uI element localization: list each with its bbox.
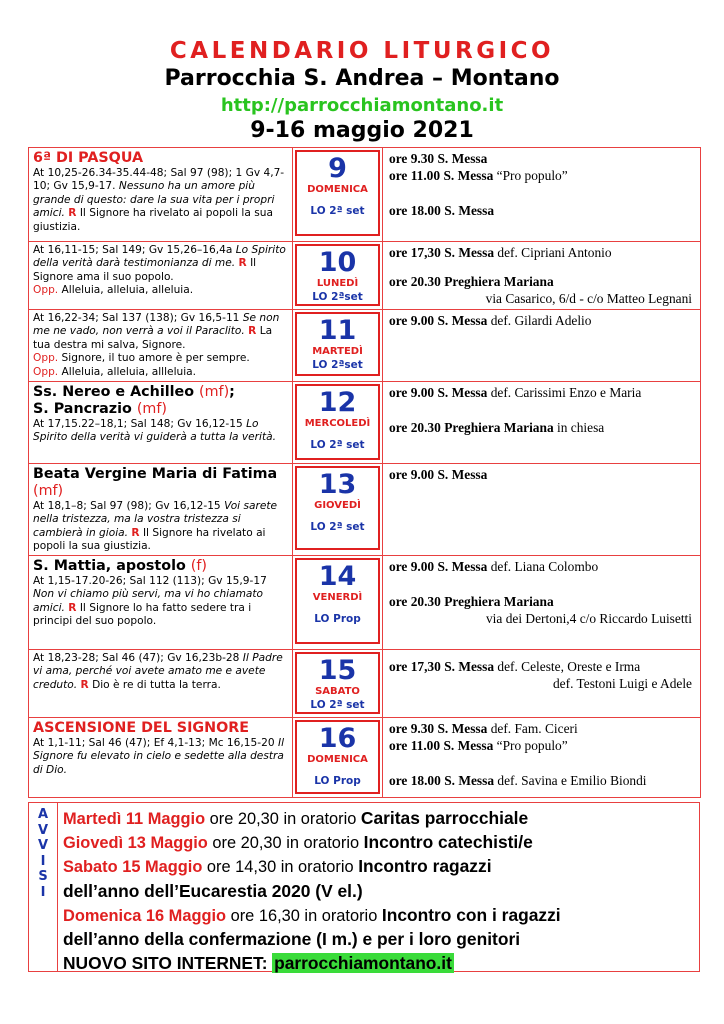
events-cell [383,242,701,310]
celebration-title-line [33,720,288,737]
event-note: def. Liana Colombo [490,559,599,574]
readings-block [33,418,288,445]
response-label: R [248,325,257,338]
page-title: CALENDARIO LITURGICO [169,38,555,64]
alt-response [33,366,288,379]
event-title: S. Messa [437,385,488,400]
liturgy-cell [29,556,293,650]
event-location: via Casarico, 6/d - c/o Matteo Legnani [485,291,692,306]
event-location: via dei Dertoni,4 c/o Riccardo Luisetti [485,611,692,626]
psalm-response: La tua destra mi salva, Signore. [33,325,273,351]
celebration-title: Beata Vergine Maria di Fatima [33,466,278,482]
readings: At 17,15.22–18,1; Sal 148; Gv 16,12-15 [33,418,243,430]
event-time: ore 18.00 [389,773,441,788]
readings: At 16,22-34; Sal 137 (138); Gv 16,5-11 [33,312,240,324]
day-number: 9 [328,153,347,184]
day-row [29,464,701,556]
celebration-rank: (f) [190,558,207,574]
announcement-item [63,904,697,928]
event-title: S. Messa [444,245,495,260]
weekday-name: LUNEDÌ [316,278,359,289]
date-range: 9-16 maggio 2021 [250,118,474,143]
gospel-quote: Lo Spirito della verità vi guiderà a tutta la verità. [33,418,276,444]
celebration-title-line [33,150,288,167]
day-number: 16 [318,723,357,754]
announcement-continuation [63,928,697,952]
side-letter: S [38,869,48,884]
event-time-title [389,385,487,400]
event-line [389,273,696,290]
day-row [29,650,701,718]
event-line [389,167,696,184]
event-time: ore 9.00 [389,467,435,482]
day-row [29,242,701,310]
readings-block [33,312,288,352]
readings: At 18,1–8; Sal 97 (98); Gv 16,12-15 [33,500,221,512]
gospel-quote: Nessuno ha un amore più grande di questo: dare la sua vita per i propri amici. [33,180,275,220]
event-time: ore 9.00 [389,385,435,400]
announcement-item [63,855,697,879]
announcement-event: Incontro ragazzi [358,856,492,877]
day-box [295,720,380,794]
event-line [389,244,696,261]
event-time: ore 9.00 [389,313,435,328]
celebration-rank: (mf) [199,384,230,400]
alt-response [33,352,288,365]
event-title: S. Messa [443,168,494,183]
event-title: Preghiera Mariana [444,594,554,609]
readings-block [33,737,288,777]
event-line [389,202,696,219]
event-time-title [389,203,494,218]
psalm-response: Il Signore ama il suo popolo. [33,257,257,283]
event-time: ore 11.00 [389,168,441,183]
day-box [295,558,380,644]
side-letter: V [37,838,49,853]
celebration-title-line: Ss. Nereo e Achilleo (mf); [33,384,235,400]
readings: At 1,15-17.20-26; Sal 112 (113); Gv 15,9-17 [33,575,267,587]
event-time: ore 20.30 [389,274,441,289]
day-row [29,556,701,650]
event-note: “Pro populo” [496,168,568,183]
event-note: def. Savina e Emilio Biondi [497,773,647,788]
readings-block [33,500,288,554]
event-time-title [389,594,554,609]
event-time-title [389,245,494,260]
event-title: Preghiera Mariana [444,274,554,289]
events-cell [383,718,701,798]
events-cell [383,650,701,718]
event-time-title [389,659,494,674]
announcement-date: Giovedì 13 Maggio [63,834,208,853]
liturgy-hours-week: LO 2ª set [310,439,365,451]
side-letter: I [40,853,46,869]
announcement-event-cont: dell’anno della confermazione (I m.) e per i loro genitori [63,929,521,950]
announcement-date: Martedì 11 Maggio [63,810,206,828]
liturgy-hours-week: LO 2ª set [310,699,365,711]
event-note: def. Cipriani Antonio [497,245,612,260]
day-row [29,310,701,382]
event-title: S. Messa [444,659,495,674]
event-title: S. Messa [437,559,488,574]
side-letter: A [37,807,49,822]
readings-block [33,652,288,692]
day-box [295,244,380,306]
event-note: def. Fam. Ciceri [490,721,578,736]
event-title: S. Messa [444,203,495,218]
weekday-name: DOMENICA [307,754,368,765]
event-time-title [389,274,554,289]
response-label: R [68,207,77,220]
celebration-title: ASCENSIONE DEL SIGNORE [33,720,250,736]
day-cell [293,650,383,718]
announcement-event-cont: dell’anno dell’Eucarestia 2020 (V el.) [63,880,363,901]
day-box [295,150,380,236]
day-row [29,718,701,798]
celebration-title-line [33,466,288,500]
day-number: 10 [318,247,357,278]
readings-block [33,575,288,629]
alt-response-text: Alleluia, alleluia, allleluia. [61,365,197,378]
alt-response-label: Opp. [33,352,59,365]
day-cell [293,556,383,650]
event-note: in chiesa [557,420,605,435]
parish-name: Parrocchia S. Andrea – Montano [164,66,560,91]
day-cell [293,718,383,798]
events-cell [383,382,701,464]
event-note: def. Celeste, Oreste e Irma [497,659,641,674]
event-time: ore 18.00 [389,203,441,218]
alt-response-text: Signore, il tuo amore è per sempre. [61,352,250,365]
alt-response-label: Opp. [33,365,59,378]
alt-response [33,284,288,297]
event-title: S. Messa [437,721,488,736]
day-box [295,466,380,550]
day-number: 13 [318,469,357,500]
event-note: “Pro populo” [496,738,568,753]
day-number: 15 [318,655,357,686]
announcement-date: Sabato 15 Maggio [63,858,203,877]
day-cell [293,148,383,242]
response-label: R [68,601,77,614]
weekday-name: GIOVEDÌ [314,500,361,511]
events-cell [383,464,701,556]
liturgy-cell [29,718,293,798]
announcements-list [63,807,697,976]
liturgy-hours-week: LO 2ª set [310,205,365,217]
readings: At 1,1-11; Sal 46 (47); Ef 4,1-13; Mc 16,15-20 [33,737,275,749]
day-row [29,382,701,464]
announcement-hour: ore 14,30 in oratorio [206,858,354,877]
event-line [389,150,696,167]
gospel-quote: Voi sarete nella tristezza, ma la vostra tristezza si cambierà in gioia. [33,500,278,539]
event-line [389,419,696,436]
event-title: S. Messa [437,151,488,166]
liturgy-hours-week: LO 2ª set [310,521,365,533]
announcement-item [63,807,697,831]
liturgy-hours-week: LO Prop [314,775,361,787]
day-cell [293,464,383,556]
event-time-title [389,313,487,328]
readings: At 18,23-28; Sal 46 (47); Gv 16,23b-28 [33,652,240,664]
side-letter: I [40,884,46,900]
day-number: 11 [318,315,357,346]
event-time: ore 11.00 [389,738,441,753]
event-time: ore 9.00 [389,559,435,574]
day-box [295,312,380,376]
new-website-line [63,952,697,976]
event-time: ore 17,30 [389,245,441,260]
response-label: R [238,257,247,270]
gospel-quote: Lo Spirito della verità darà testimonianza di me. [33,244,286,270]
response-label: R [80,678,89,691]
psalm-response: Il Signore ha rivelato ai popoli la sua giustizia. [33,207,273,233]
new-website-label: NUOVO SITO INTERNET: [63,953,268,974]
day-cell [293,242,383,310]
celebration-title: S. Mattia, apostolo [33,558,186,574]
event-line [389,312,696,329]
liturgy-cell [29,148,293,242]
day-number: 14 [318,561,357,592]
day-cell [293,310,383,382]
event-time: ore 17,30 [389,659,441,674]
event-title: S. Messa [443,738,494,753]
announcement-continuation [63,880,697,904]
liturgical-calendar-table [28,147,701,798]
celebration-title-2: S. Pancrazio [33,401,132,417]
liturgy-cell [29,382,293,464]
event-line [389,384,696,401]
event-line [389,737,696,754]
event-location: def. Testoni Luigi e Adele [552,676,692,691]
celebration-title: Ss. Nereo e Achilleo [33,384,195,400]
announcement-hour: ore 16,30 in oratorio [230,906,378,925]
event-time-title [389,151,487,166]
readings-block [33,167,288,234]
gospel-quote: Se non me ne vado, non verrà a voi il Paraclito. [33,312,280,338]
events-cell [383,310,701,382]
event-time: ore 9.30 [389,721,435,736]
response-label: R [131,526,140,539]
event-time: ore 20.30 [389,420,441,435]
parish-website-link[interactable]: http://parrocchiamontano.it [220,95,504,116]
psalm-response: Il Signore ha rivelato ai popoli la sua giustizia. [33,526,266,553]
weekday-name: SABATO [315,686,360,697]
event-line [389,593,696,610]
readings-block [33,244,288,284]
announcement-event: Incontro con i ragazzi [381,904,561,925]
event-title: Preghiera Mariana [444,420,554,435]
event-note: def. Carissimi Enzo e Maria [490,385,642,400]
event-time: ore 9.30 [389,151,435,166]
announcement-hour: ore 20,30 in oratorio [209,810,357,828]
event-time-title [389,738,493,753]
psalm-response: Dio è re di tutta la terra. [92,678,221,691]
liturgy-hours-week: LO 2ªset [312,291,363,303]
celebration-title-line [33,401,288,418]
event-line [389,772,696,789]
celebration-rank-2: (mf) [136,401,167,417]
announcements-side-label [29,803,58,971]
liturgy-cell [29,242,293,310]
event-title: S. Messa [444,773,495,788]
liturgy-cell [29,650,293,718]
event-time-title [389,773,494,788]
day-box [295,384,380,460]
event-line [389,466,696,483]
liturgy-cell [29,310,293,382]
celebration-title-line [33,558,288,575]
gospel-quote: Il Signore fu elevato in cielo e sedette alla destra di Dio. [33,737,285,776]
alt-response-text: Alleluia, alleluia, alleluia. [61,284,194,297]
event-time: ore 20.30 [389,594,441,609]
event-time-title [389,467,487,482]
weekday-name: VENERDÌ [312,592,363,603]
events-cell [383,148,701,242]
liturgy-cell [29,464,293,556]
celebration-title: 6ª DI PASQUA [33,150,144,166]
alt-response-label: Opp. [33,284,59,297]
event-line [389,720,696,737]
celebration-rank: (mf) [33,483,64,499]
event-title: S. Messa [437,313,488,328]
new-website-link[interactable]: parrocchiamontano.it [274,953,452,974]
announcements-box [28,802,700,972]
event-title: S. Messa [437,467,488,482]
psalm-response: Il Signore lo ha fatto sedere tra i principi del suo popolo. [33,601,252,628]
liturgy-hours-week: LO Prop [314,613,361,625]
announcement-item [63,831,697,855]
announcement-event: Caritas parrocchiale [360,808,529,828]
weekday-name: DOMENICA [307,184,368,195]
day-number: 12 [318,387,357,418]
day-cell [293,382,383,464]
day-row [29,148,701,242]
weekday-name: MERCOLEDÌ [304,418,371,429]
weekday-name: MARTEDÌ [312,346,363,357]
events-cell [383,556,701,650]
liturgy-hours-week: LO 2ªset [312,359,363,371]
event-note: def. Gilardi Adelio [490,313,592,328]
day-box [295,652,380,714]
event-time-title [389,721,487,736]
announcement-hour: ore 20,30 in oratorio [212,834,360,853]
gospel-quote: Il Padre vi ama, perché voi avete amato me e avete creduto. [33,652,283,691]
side-letter: V [37,822,49,838]
event-line [389,558,696,575]
event-time-title [389,559,487,574]
event-time-title [389,168,493,183]
readings: At 10,25-26.34-35.44-48; Sal 97 (98); 1 Gv 4,7-10; Gv 15,9-17. [33,167,285,193]
announcement-date: Domenica 16 Maggio [63,906,227,925]
gospel-quote: Non vi chiamo più servi, ma vi ho chiamato amici. [33,588,264,614]
announcement-event: Incontro catechisti/e [363,832,533,853]
event-line [389,658,696,675]
event-time-title [389,420,554,435]
readings: At 16,11-15; Sal 149; Gv 15,26–16,4a [33,244,233,256]
